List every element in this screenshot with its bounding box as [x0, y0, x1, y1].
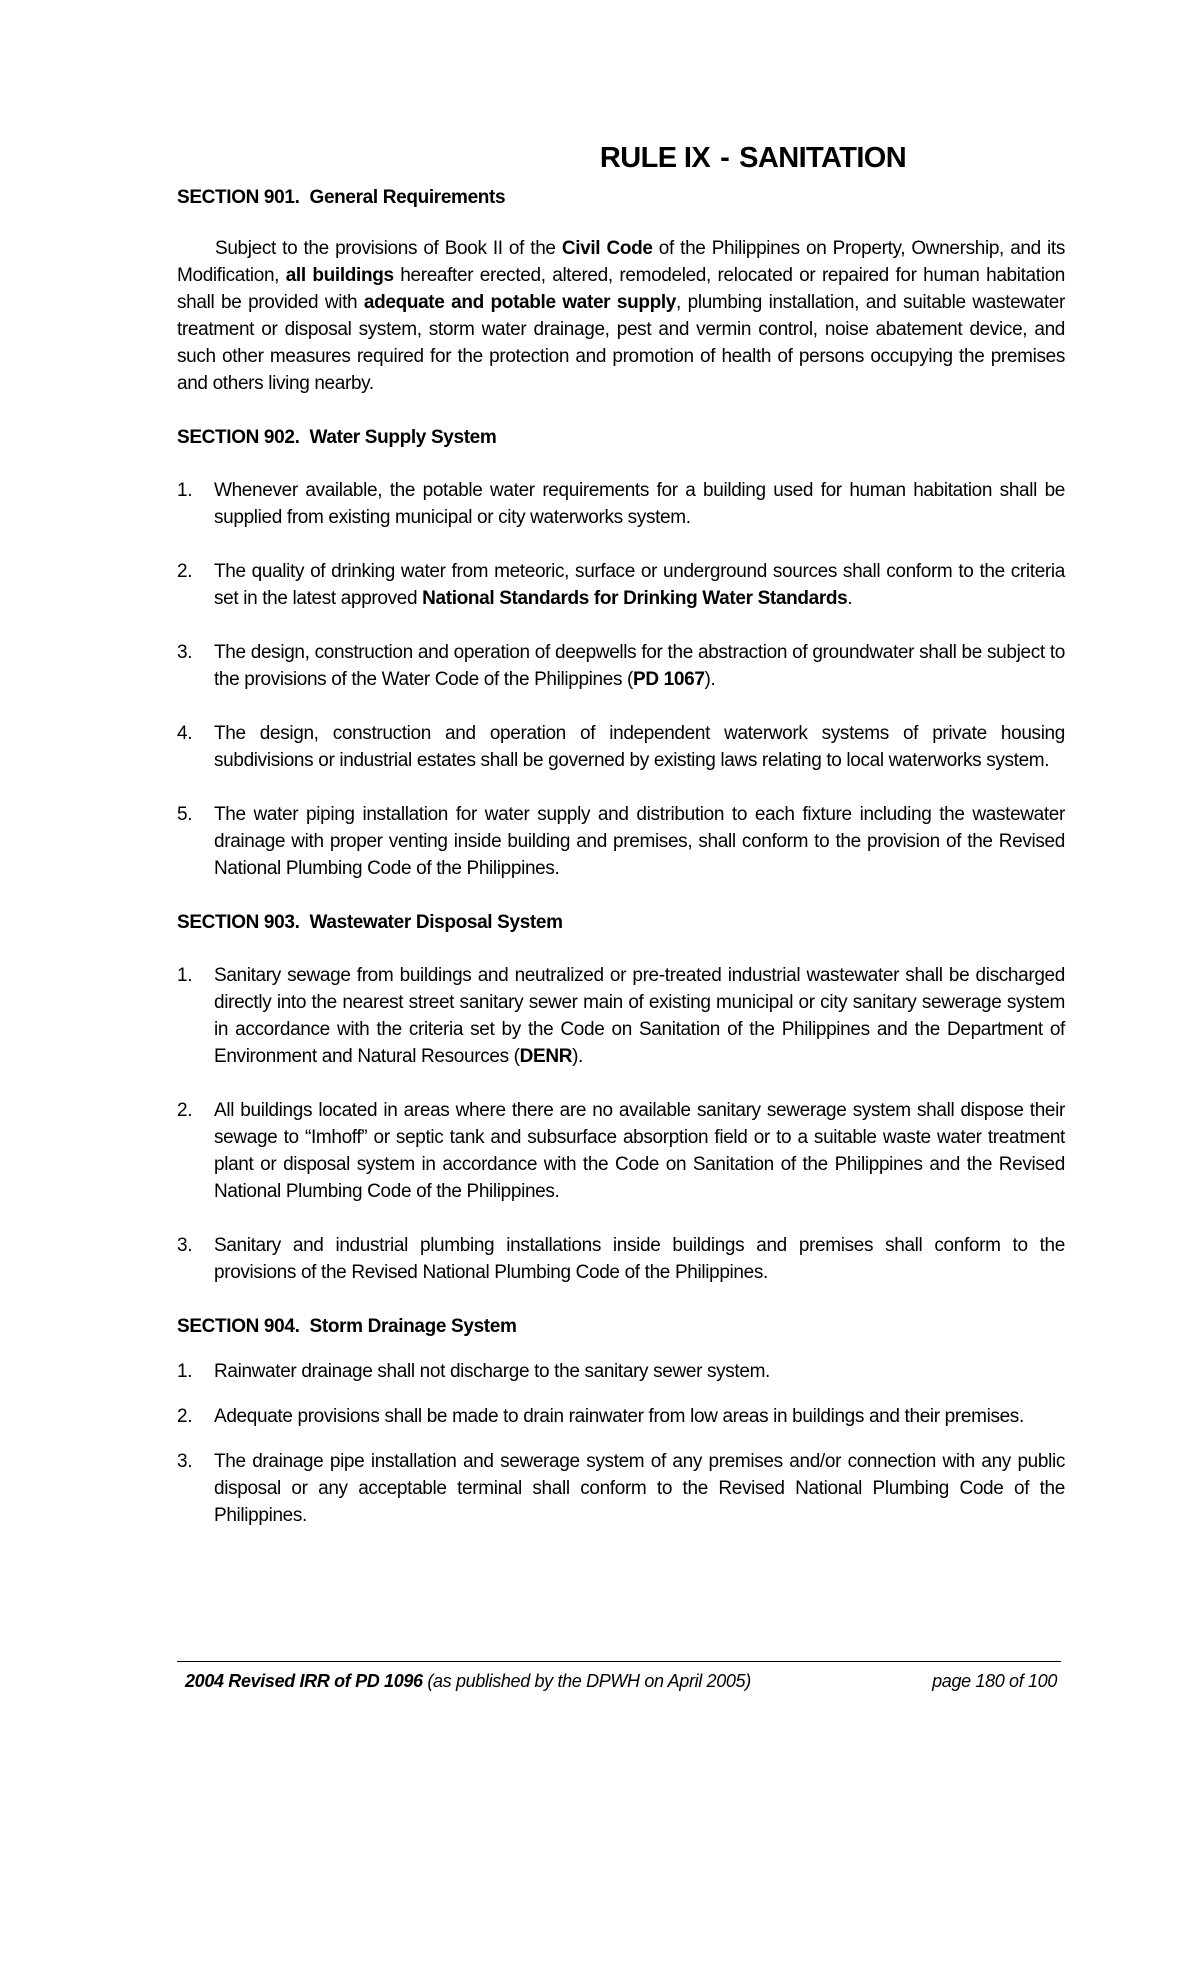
- list-item: [177, 1403, 1065, 1430]
- list-item: [177, 1097, 1065, 1205]
- section-heading: [177, 909, 1065, 936]
- section-904: [177, 1313, 1065, 1529]
- section-903: [177, 909, 1065, 1286]
- page-content: [177, 140, 1065, 1529]
- item-number: 1.: [177, 480, 193, 501]
- section-number: SECTION 902.: [177, 427, 300, 448]
- page-title: [177, 140, 1065, 176]
- item-number: 2.: [177, 561, 193, 582]
- list-item: [177, 477, 1065, 531]
- list-item: [177, 1232, 1065, 1286]
- section-title: Water Supply System: [309, 427, 497, 448]
- list-item: [177, 720, 1065, 774]
- section-heading: [177, 1313, 1065, 1340]
- page-footer: [185, 1670, 1057, 1692]
- section-number: SECTION 901.: [177, 187, 300, 208]
- item-number: 3.: [177, 1235, 193, 1256]
- text-run: Whenever available, the potable water requirements for a building used for human habitation shall be supplied from existing municipal or city waterworks system.: [214, 480, 1065, 528]
- section-paragraph: [177, 235, 1065, 397]
- bold-run: PD 1067: [633, 669, 705, 690]
- numbered-list: [177, 477, 1065, 882]
- item-number: 2.: [177, 1406, 193, 1427]
- text-run: Rainwater drainage shall not discharge to the sanitary sewer system.: [214, 1361, 770, 1382]
- text-run: The design, construction and operation of independent waterwork systems of private housing subdivisions or industrial estates shall be governed by existing laws relating to local waterworks system.: [214, 723, 1065, 771]
- item-number: 2.: [177, 1100, 193, 1121]
- text-run: , plumbing installation, and suitable wastewater treatment or disposal system, storm water drainage, pest and vermin control, noise abatement device, and such other measures required for the protection and promotion of health of persons occupying the premises and others living nearby.: [177, 292, 1065, 394]
- title-rule: RULE IX: [599, 142, 711, 174]
- text-run: Sanitary sewage from buildings and neutralized or pre-treated industrial wastewater shall be discharged directly into the nearest street sanitary sewer main of existing municipal or city sanitary sewerage system in accordance with the criteria set by the Code on Sanitation of the Philippines and the Department of Environment and Natural Resources (: [214, 965, 1065, 1067]
- footer-page-number: page 180 of 100: [932, 1671, 1057, 1691]
- item-number: 5.: [177, 804, 193, 825]
- text-run: ).: [704, 669, 716, 690]
- bold-run: adequate and potable water supply: [363, 292, 677, 313]
- list-item: [177, 962, 1065, 1070]
- text-run: hereafter erected, altered, remodeled, relocated or repaired for human habitation shall be provided with: [177, 265, 1066, 313]
- footer-document-title: 2004 Revised IRR of PD 1096: [185, 1671, 423, 1691]
- item-number: 3.: [177, 642, 193, 663]
- text-run: The drainage pipe installation and sewerage system of any premises and/or connection with any public disposal or any acceptable terminal shall conform to the Revised National Plumbing Code of the Philippines.: [214, 1451, 1065, 1526]
- section-number: SECTION 903.: [177, 912, 300, 933]
- text-run: Adequate provisions shall be made to drain rainwater from low areas in buildings and their premises.: [214, 1406, 1024, 1427]
- item-number: 1.: [177, 1361, 193, 1382]
- text-run: All buildings located in areas where there are no available sanitary sewerage system shall dispose their sewage to “Imhoff” or septic tank and subsurface absorption field or to a suitable waste water treatment plant or disposal system in accordance with the Code on Sanitation of the Philippines and the Revised National Plumbing Code of the Philippines.: [214, 1100, 1065, 1202]
- bold-run: all buildings: [285, 265, 394, 286]
- list-item: [177, 558, 1065, 612]
- section-heading: [177, 184, 1065, 211]
- section-title: Wastewater Disposal System: [309, 912, 563, 933]
- text-run: Sanitary and industrial plumbing installations inside buildings and premises shall conform to the provisions of the Revised National Plumbing Code of the Philippines.: [214, 1235, 1065, 1283]
- bold-run: DENR: [519, 1046, 573, 1067]
- section-number: SECTION 904.: [177, 1316, 300, 1337]
- text-run: The design, construction and operation of deepwells for the abstraction of groundwater shall be subject to the provisions of the Water Code of the Philippines (: [214, 642, 1065, 690]
- text-run: The water piping installation for water supply and distribution to each fixture including the wastewater drainage with proper venting inside building and premises, shall conform to the provision of the Revised National Plumbing Code of the Philippines.: [214, 804, 1065, 879]
- list-item: [177, 1358, 1065, 1385]
- bold-run: National Standards for Drinking Water Standards: [422, 588, 848, 609]
- numbered-list: [177, 1358, 1065, 1529]
- text-run: .: [847, 588, 853, 609]
- section-title: General Requirements: [309, 187, 506, 208]
- bold-run: Civil Code: [561, 238, 653, 259]
- section-title: Storm Drainage System: [309, 1316, 517, 1337]
- text-run: ).: [572, 1046, 583, 1067]
- numbered-list: [177, 962, 1065, 1286]
- list-item: [177, 1448, 1065, 1529]
- text-run: The quality of drinking water from meteoric, surface or underground sources shall conform to the criteria set in the latest approved: [214, 561, 1065, 609]
- title-separator: -: [720, 142, 730, 174]
- list-item: [177, 801, 1065, 882]
- section-901: [177, 184, 1065, 397]
- text-run: of the Philippines on Property, Ownership, and its Modification,: [177, 238, 1066, 286]
- footer-publication-note: (as published by the DPWH on April 2005): [427, 1671, 751, 1691]
- item-number: 3.: [177, 1451, 193, 1472]
- section-902: [177, 424, 1065, 882]
- list-item: [177, 639, 1065, 693]
- item-number: 1.: [177, 965, 193, 986]
- section-heading: [177, 424, 1065, 451]
- title-topic: SANITATION: [739, 142, 907, 174]
- text-run: Subject to the provisions of Book II of the: [215, 238, 562, 259]
- footer-divider: [177, 1661, 1061, 1662]
- item-number: 4.: [177, 723, 193, 744]
